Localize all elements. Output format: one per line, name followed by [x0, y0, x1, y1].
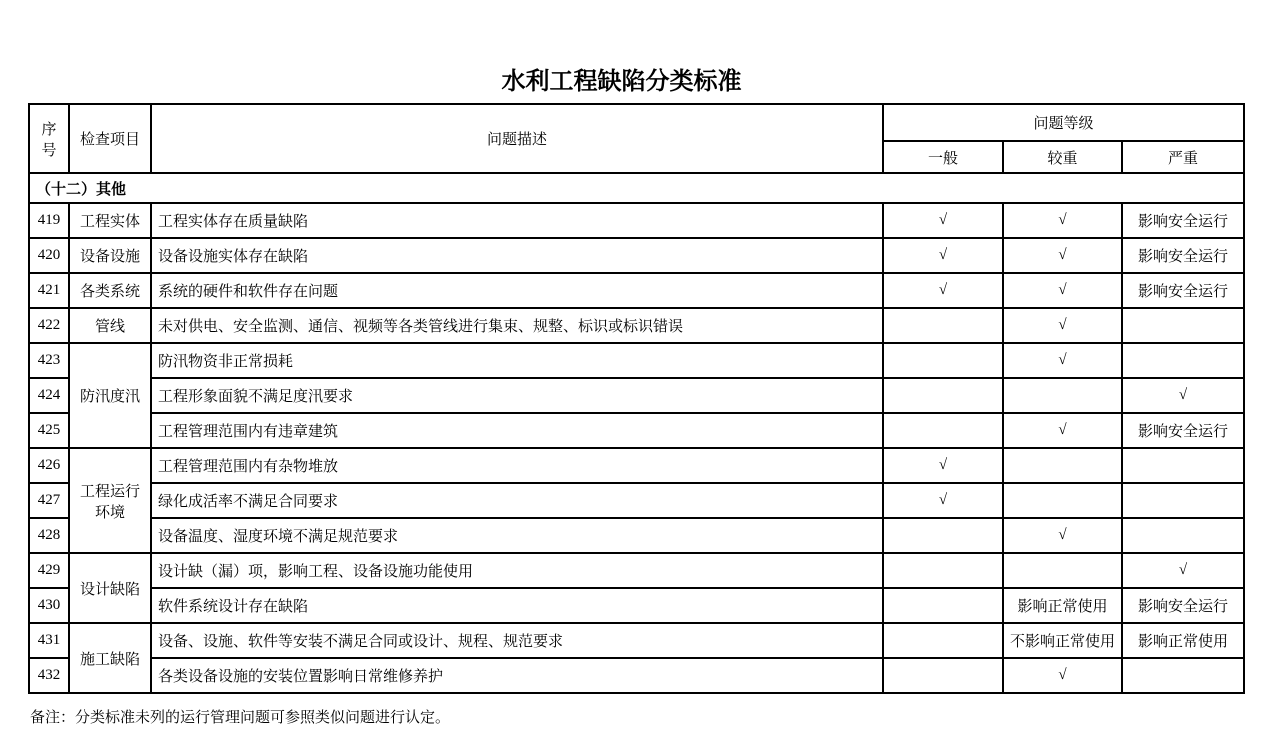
grade-general-cell: [883, 378, 1003, 413]
table-row: [29, 308, 1244, 343]
grade-general-cell: [883, 413, 1003, 448]
grade-severe-cell: [1122, 343, 1244, 378]
grade-moderate-cell: √: [1003, 308, 1122, 343]
desc-cell: 工程形象面貌不满足度汛要求: [151, 378, 883, 413]
header-inspection-item: 检查项目: [69, 104, 151, 173]
grade-moderate-cell: √: [1003, 273, 1122, 308]
desc-cell: 软件系统设计存在缺陷: [151, 588, 883, 623]
item-cell: 工程实体: [69, 203, 151, 238]
grade-severe-cell: [1122, 658, 1244, 693]
grade-severe-cell: [1122, 518, 1244, 553]
table-row: [29, 343, 1244, 378]
grade-severe-cell: 影响安全运行: [1122, 273, 1244, 308]
serial-cell: 430: [29, 588, 69, 623]
grade-severe-cell: [1122, 448, 1244, 483]
table-row: [29, 483, 1244, 518]
grade-general-cell: [883, 588, 1003, 623]
grade-moderate-cell: [1003, 448, 1122, 483]
grade-moderate-cell: √: [1003, 518, 1122, 553]
grade-general-cell: √: [883, 273, 1003, 308]
table-row: [29, 203, 1244, 238]
section-title: （十二）其他: [29, 173, 1244, 203]
item-cell: 管线: [69, 308, 151, 343]
item-cell: 各类系统: [69, 273, 151, 308]
grade-severe-cell: [1122, 483, 1244, 518]
grade-moderate-cell: √: [1003, 238, 1122, 273]
item-cell: 防汛度汛: [69, 343, 151, 448]
header-grade-severe: 严重: [1122, 141, 1244, 173]
grade-general-cell: [883, 308, 1003, 343]
grade-moderate-cell: [1003, 553, 1122, 588]
serial-cell: 432: [29, 658, 69, 693]
serial-cell: 428: [29, 518, 69, 553]
grade-general-cell: √: [883, 483, 1003, 518]
grade-severe-cell: √: [1122, 553, 1244, 588]
desc-cell: 设计缺（漏）项，影响工程、设备设施功能使用: [151, 553, 883, 588]
serial-cell: 429: [29, 553, 69, 588]
footer-note: 备注：分类标准未列的运行管理问题可参照类似问题进行认定。: [30, 710, 451, 726]
desc-cell: 工程实体存在质量缺陷: [151, 203, 883, 238]
section-row: [29, 173, 1244, 203]
grade-general-cell: [883, 518, 1003, 553]
grade-moderate-cell: 不影响正常使用: [1003, 623, 1122, 658]
header-serial: 序号: [29, 104, 69, 173]
table-row: [29, 413, 1244, 448]
desc-cell: 防汛物资非正常损耗: [151, 343, 883, 378]
grade-severe-cell: 影响正常使用: [1122, 623, 1244, 658]
grade-moderate-cell: √: [1003, 413, 1122, 448]
grade-general-cell: [883, 658, 1003, 693]
grade-moderate-cell: √: [1003, 203, 1122, 238]
serial-cell: 431: [29, 623, 69, 658]
table-row: [29, 623, 1244, 658]
header-grade-general: 一般: [883, 141, 1003, 173]
serial-cell: 423: [29, 343, 69, 378]
desc-cell: 设备温度、湿度环境不满足规范要求: [151, 518, 883, 553]
item-cell: 工程运行环境: [69, 448, 151, 553]
grade-general-cell: √: [883, 203, 1003, 238]
serial-cell: 422: [29, 308, 69, 343]
grade-severe-cell: 影响安全运行: [1122, 203, 1244, 238]
grade-severe-cell: 影响安全运行: [1122, 238, 1244, 273]
header-problem-description: 问题描述: [151, 104, 883, 173]
item-cell: 设计缺陷: [69, 553, 151, 623]
desc-cell: 设备、设施、软件等安装不满足合同或设计、规程、规范要求: [151, 623, 883, 658]
header-grade-moderate: 较重: [1003, 141, 1122, 173]
grade-general-cell: √: [883, 238, 1003, 273]
desc-cell: 设备设施实体存在缺陷: [151, 238, 883, 273]
table-row: [29, 448, 1244, 483]
defect-classification-table: [28, 103, 1245, 694]
table-row: [29, 238, 1244, 273]
table-row: [29, 518, 1244, 553]
grade-moderate-cell: √: [1003, 658, 1122, 693]
header-problem-grade: 问题等级: [883, 104, 1244, 141]
grade-general-cell: [883, 343, 1003, 378]
desc-cell: 各类设备设施的安装位置影响日常维修养护: [151, 658, 883, 693]
serial-cell: 427: [29, 483, 69, 518]
serial-cell: 419: [29, 203, 69, 238]
desc-cell: 未对供电、安全监测、通信、视频等各类管线进行集束、规整、标识或标识错误: [151, 308, 883, 343]
grade-severe-cell: √: [1122, 378, 1244, 413]
desc-cell: 工程管理范围内有违章建筑: [151, 413, 883, 448]
grade-moderate-cell: [1003, 378, 1122, 413]
item-cell: 设备设施: [69, 238, 151, 273]
table-row: [29, 378, 1244, 413]
table-row: [29, 273, 1244, 308]
serial-cell: 425: [29, 413, 69, 448]
grade-general-cell: [883, 623, 1003, 658]
header-row-top: [29, 104, 1244, 141]
grade-moderate-cell: 影响正常使用: [1003, 588, 1122, 623]
desc-cell: 工程管理范围内有杂物堆放: [151, 448, 883, 483]
grade-severe-cell: 影响安全运行: [1122, 413, 1244, 448]
serial-cell: 426: [29, 448, 69, 483]
page-title: 水利工程缺陷分类标准: [501, 68, 742, 95]
table-row: [29, 588, 1244, 623]
grade-moderate-cell: [1003, 483, 1122, 518]
grade-general-cell: [883, 553, 1003, 588]
table-row: [29, 553, 1244, 588]
grade-general-cell: √: [883, 448, 1003, 483]
grade-severe-cell: [1122, 308, 1244, 343]
desc-cell: 绿化成活率不满足合同要求: [151, 483, 883, 518]
item-cell: 施工缺陷: [69, 623, 151, 693]
desc-cell: 系统的硬件和软件存在问题: [151, 273, 883, 308]
serial-cell: 421: [29, 273, 69, 308]
serial-cell: 424: [29, 378, 69, 413]
table-row: [29, 658, 1244, 693]
grade-severe-cell: 影响安全运行: [1122, 588, 1244, 623]
grade-moderate-cell: √: [1003, 343, 1122, 378]
serial-cell: 420: [29, 238, 69, 273]
